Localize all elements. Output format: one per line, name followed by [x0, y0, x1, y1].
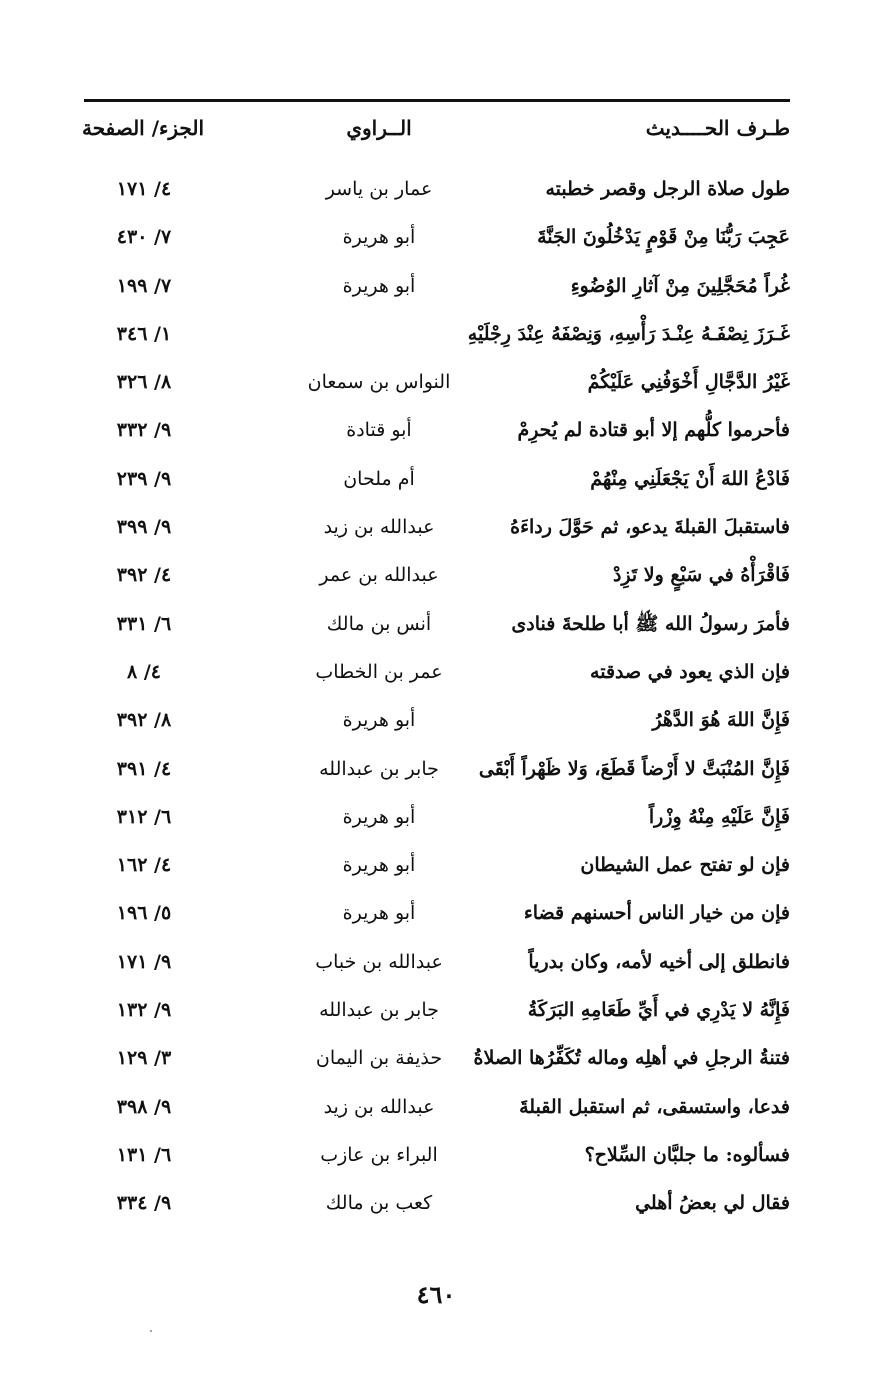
table-row — [84, 750, 790, 798]
narrator-name: حذيفة بن اليمان — [315, 1047, 443, 1070]
narrator-name: عبدالله بن زيد — [323, 1095, 435, 1118]
narrator-name: عمار بن ياسر — [325, 178, 433, 200]
volume-page-reference: ٩/ ٣٩٩ — [116, 516, 172, 539]
narrator-name: جابر بن عبدالله — [319, 757, 439, 780]
volume-page-reference: ٤/ ١٧١ — [116, 178, 172, 200]
index-table — [84, 170, 790, 1233]
narrator-name: أبو هريرة — [342, 805, 416, 828]
narrator-name: عبدالله بن زيد — [323, 516, 435, 539]
hadith-text: فَإِنَّ عَلَيْهِ مِنْهُ وِزْراً — [648, 805, 790, 828]
hadith-text: غُراً مُحَجَّلِينَ مِنْ آثارِ الوُضُوءِ — [570, 274, 790, 297]
volume-page-reference: ٦/ ١٣١ — [116, 1143, 172, 1166]
volume-page-reference: ٨/ ٣٢٦ — [116, 371, 172, 394]
narrator-name: كعب بن مالك — [325, 1192, 433, 1215]
table-row — [84, 170, 790, 218]
narrator-name: عبدالله بن عمر — [319, 564, 439, 587]
hadith-text: فَادْعُ اللهَ أَنْ يَجْعَلَنِي مِنْهُمْ — [590, 467, 790, 490]
table-row — [84, 363, 790, 411]
header-hadith: طـرف الحــــديث — [645, 116, 790, 140]
volume-page-reference: ١/ ٣٤٦ — [116, 322, 172, 345]
narrator-name: أبو هريرة — [342, 854, 416, 877]
table-header — [81, 116, 790, 150]
hadith-text: عَجِبَ رَبُّنَا مِنْ قَوْمٍ يَدْخُلُونَ الجَنَّةَ — [537, 226, 790, 249]
table-row — [84, 894, 790, 942]
hadith-text: فانطلق إلى أخيه لأمه، وكان بدرياً — [528, 950, 790, 973]
hadith-text: فاستقبلَ القبلةَ يدعو، ثم حَوَّلَ رداءَهُ — [510, 516, 790, 539]
narrator-name: النواس بن سمعان — [307, 371, 451, 394]
volume-page-reference: ٩/ ٢٣٩ — [116, 467, 172, 490]
header-narrator: الــراوي — [346, 116, 412, 140]
narrator-name: عبدالله بن خباب — [315, 950, 443, 973]
table-row — [84, 411, 790, 459]
table-row — [84, 1136, 790, 1184]
volume-page-reference: ٩/ ٣٣٤ — [116, 1192, 172, 1215]
header-reference: الجزء/ الصفحة — [81, 116, 204, 140]
table-row — [84, 943, 790, 991]
volume-page-reference: ٤/ ٨ — [127, 660, 161, 683]
narrator-name: عمر بن الخطاب — [315, 660, 443, 683]
volume-page-reference: ٩/ ١٣٢ — [116, 999, 172, 1022]
hadith-text: غَـرَزَ نِصْفَـهُ عِنْـدَ رَأْسِهِ، وَنِصْفَهُ عِنْدَ رِجْلَيْهِ — [467, 322, 790, 345]
hadith-text: غَيْرُ الدَّجَّالِ أَخْوَفُنِي عَلَيْكُمْ — [587, 371, 790, 394]
narrator-name: جابر بن عبدالله — [319, 999, 439, 1022]
narrator-name: أبو قتادة — [346, 419, 412, 442]
hadith-text: فَإِنَّ اللهَ هُوَ الدَّهْرُ — [652, 709, 790, 732]
hadith-text: فتنةُ الرجلِ في أهلِه وماله تُكَفِّرُها الصلاةُ — [473, 1047, 790, 1070]
volume-page-reference: ٥/ ١٩٦ — [116, 902, 172, 925]
table-row — [84, 1039, 790, 1087]
narrator-name: أبو هريرة — [342, 274, 416, 297]
table-row — [84, 508, 790, 556]
table-row — [84, 460, 790, 508]
hadith-text: فَإِنَّ المُنْبَتَّ لا أَرْضاً قَطَعَ، وَلا ظَهْراً أَبْقَى — [478, 757, 790, 780]
volume-page-reference: ٩/ ١٧١ — [116, 950, 172, 973]
table-row — [84, 556, 790, 604]
hadith-text: فإن لو تفتح عمل الشيطان — [580, 854, 790, 877]
narrator-name: أبو هريرة — [342, 226, 416, 249]
table-row — [84, 315, 790, 363]
narrator-name: أبو هريرة — [342, 902, 416, 925]
hadith-text: فإن الذي يعود في صدقته — [590, 660, 790, 683]
table-row — [84, 991, 790, 1039]
table-row — [84, 218, 790, 266]
top-rule — [84, 99, 790, 102]
narrator-name: أنس بن مالك — [326, 612, 432, 635]
narrator-name: أبو هريرة — [342, 709, 416, 732]
narrator-name: البراء بن عازب — [320, 1143, 438, 1166]
hadith-text: طول صلاة الرجل وقصر خطبته — [545, 178, 790, 200]
table-row — [84, 1184, 790, 1232]
volume-page-reference: ٧/ ١٩٩ — [116, 274, 172, 297]
hadith-text: فقال لي بعضُ أهلي — [635, 1192, 790, 1215]
hadith-text: فإن من خيار الناس أحسنهم قضاء — [523, 902, 790, 925]
hadith-text: فسألوه: ما جلبَّان السِّلاح؟ — [584, 1143, 790, 1166]
volume-page-reference: ٣/ ١٢٩ — [116, 1047, 172, 1070]
speck — [150, 1330, 152, 1332]
table-row — [84, 798, 790, 846]
table-row — [84, 1088, 790, 1136]
table-row — [84, 605, 790, 653]
hadith-text: فدعا، واستسقى، ثم استقبل القبلةَ — [519, 1095, 790, 1118]
volume-page-reference: ٦/ ٣٣١ — [116, 612, 172, 635]
table-row — [84, 267, 790, 315]
table-row — [84, 846, 790, 894]
hadith-text: فأحرموا كلُّهم إلا أبو قتادة لم يُحرِمْ — [517, 419, 790, 442]
hadith-text: فَإِنَّهُ لا يَدْرِي في أَيِّ طَعَامِهِ البَرَكَةُ — [527, 999, 790, 1022]
volume-page-reference: ٩/ ٣٣٢ — [116, 419, 172, 442]
volume-page-reference: ٨/ ٣٩٢ — [116, 709, 172, 732]
hadith-text: فأمرَ رسولُ الله ﷺ أبا طلحةَ فنادى — [511, 612, 790, 635]
volume-page-reference: ٤/ ١٦٢ — [116, 854, 172, 877]
volume-page-reference: ٩/ ٣٩٨ — [116, 1095, 172, 1118]
narrator-name: أم ملحان — [343, 467, 415, 490]
volume-page-reference: ٤/ ٣٩٢ — [116, 564, 172, 587]
volume-page-reference: ٤/ ٣٩١ — [116, 757, 172, 780]
page-number: ٤٦٠ — [416, 1280, 456, 1309]
table-row — [84, 653, 790, 701]
hadith-text: فَاقْرَأْهُ في سَبْعٍ ولا تَزِدْ — [612, 564, 790, 587]
table-row — [84, 701, 790, 749]
volume-page-reference: ٦/ ٣١٢ — [116, 805, 172, 828]
volume-page-reference: ٧/ ٤٣٠ — [116, 226, 172, 249]
